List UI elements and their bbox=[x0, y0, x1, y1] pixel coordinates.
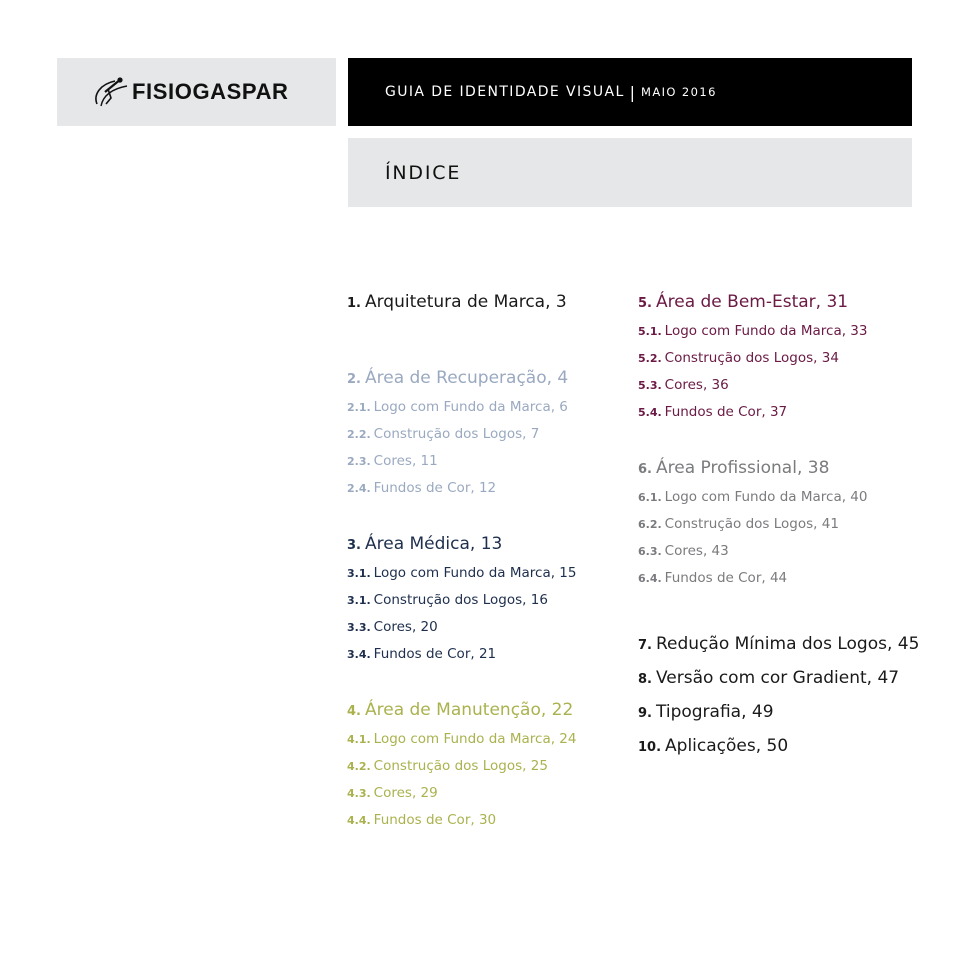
section-title: Área Médica, 13 bbox=[364, 534, 503, 554]
section-number: 3. bbox=[347, 538, 361, 553]
subentry-title: Construção dos Logos, 25 bbox=[373, 758, 548, 774]
toc-subentry[interactable] bbox=[347, 448, 576, 475]
section-number: 8. bbox=[638, 672, 652, 687]
subentry-number: 5.1. bbox=[638, 325, 662, 338]
toc-entry-tipografia[interactable] bbox=[638, 696, 919, 730]
toc-subentry[interactable] bbox=[638, 538, 919, 565]
toc-subentry[interactable] bbox=[347, 614, 576, 641]
subentry-number: 4.3. bbox=[347, 787, 371, 800]
subentry-title: Construção dos Logos, 7 bbox=[373, 426, 540, 442]
section-title: Área de Manutenção, 22 bbox=[364, 700, 574, 720]
toc-sublist-manutencao bbox=[347, 726, 576, 834]
document-title: GUIA DE IDENTIDADE VISUAL bbox=[385, 84, 625, 100]
subentry-title: Fundos de Cor, 37 bbox=[664, 404, 788, 420]
subentry-title: Cores, 11 bbox=[373, 453, 438, 469]
subentry-title: Construção dos Logos, 16 bbox=[373, 592, 548, 608]
toc-subentry[interactable] bbox=[638, 318, 919, 345]
toc-entry-arquitetura[interactable] bbox=[347, 290, 576, 316]
section-number: 4. bbox=[347, 704, 361, 719]
subentry-title: Cores, 20 bbox=[373, 619, 438, 635]
section-number: 5. bbox=[638, 296, 652, 311]
subentry-title: Fundos de Cor, 30 bbox=[373, 812, 497, 828]
section-number: 2. bbox=[347, 372, 361, 387]
subentry-number: 2.2. bbox=[347, 428, 371, 441]
section-title: Aplicações, 50 bbox=[665, 736, 789, 756]
section-title: Redução Mínima dos Logos, 45 bbox=[655, 634, 920, 654]
toc-entry-reducao[interactable] bbox=[638, 628, 919, 662]
subentry-number: 2.1. bbox=[347, 401, 371, 414]
toc-section-5 bbox=[638, 290, 919, 456]
toc-entry-medica[interactable] bbox=[347, 532, 576, 558]
toc-left-column bbox=[347, 290, 576, 834]
toc-subentry[interactable] bbox=[638, 484, 919, 511]
toc-entry-gradient[interactable] bbox=[638, 662, 919, 696]
subentry-number: 6.1. bbox=[638, 491, 662, 504]
subentry-title: Logo com Fundo da Marca, 15 bbox=[373, 565, 577, 581]
subentry-number: 6.3. bbox=[638, 545, 662, 558]
subentry-number: 3.1. bbox=[347, 567, 371, 580]
toc-subentry[interactable] bbox=[347, 421, 576, 448]
subentry-number: 5.2. bbox=[638, 352, 662, 365]
toc-subentry[interactable] bbox=[638, 511, 919, 538]
index-title: ÍNDICE bbox=[385, 161, 462, 184]
toc-entry-bem-estar[interactable] bbox=[638, 290, 919, 316]
section-title: Área de Recuperação, 4 bbox=[364, 368, 569, 388]
index-heading-box bbox=[348, 138, 912, 207]
toc-section-4 bbox=[347, 698, 576, 834]
subentry-number: 2.3. bbox=[347, 455, 371, 468]
toc-subentry[interactable] bbox=[347, 587, 576, 614]
subentry-title: Construção dos Logos, 41 bbox=[664, 516, 839, 532]
header-bar bbox=[348, 58, 912, 126]
toc-subentry[interactable] bbox=[347, 753, 576, 780]
subentry-number: 4.4. bbox=[347, 814, 371, 827]
toc-sublist-profissional bbox=[638, 484, 919, 592]
toc-section-2 bbox=[347, 366, 576, 532]
toc-entry-aplicacoes[interactable] bbox=[638, 730, 919, 764]
subentry-title: Fundos de Cor, 12 bbox=[373, 480, 497, 496]
toc-sublist-recuperacao bbox=[347, 394, 576, 502]
toc-subentry[interactable] bbox=[347, 394, 576, 421]
section-title: Área de Bem-Estar, 31 bbox=[655, 292, 849, 312]
toc-entry-profissional[interactable] bbox=[638, 456, 919, 482]
subentry-title: Cores, 36 bbox=[664, 377, 729, 393]
subentry-title: Cores, 43 bbox=[664, 543, 729, 559]
toc-subentry[interactable] bbox=[347, 726, 576, 753]
section-title: Arquitetura de Marca, 3 bbox=[364, 292, 567, 312]
toc-sublist-medica bbox=[347, 560, 576, 668]
toc-subentry[interactable] bbox=[638, 372, 919, 399]
subentry-number: 6.4. bbox=[638, 572, 662, 585]
section-number: 1. bbox=[347, 296, 361, 311]
toc-final-sections bbox=[638, 628, 919, 764]
subentry-number: 4.2. bbox=[347, 760, 371, 773]
toc-subentry[interactable] bbox=[347, 780, 576, 807]
subentry-title: Logo com Fundo da Marca, 24 bbox=[373, 731, 577, 747]
toc-sublist-bem-estar bbox=[638, 318, 919, 426]
logo-box bbox=[57, 58, 336, 126]
toc-right-column bbox=[638, 290, 919, 764]
subentry-title: Logo com Fundo da Marca, 6 bbox=[373, 399, 568, 415]
section-title: Tipografia, 49 bbox=[655, 702, 774, 722]
document-date: MAIO 2016 bbox=[641, 85, 717, 99]
subentry-number: 3.1. bbox=[347, 594, 371, 607]
toc-subentry[interactable] bbox=[347, 641, 576, 668]
subentry-number: 2.4. bbox=[347, 482, 371, 495]
header-separator: | bbox=[629, 82, 636, 102]
logo-text: FISIOGASPAR bbox=[132, 79, 289, 104]
section-number: 9. bbox=[638, 706, 652, 721]
toc-subentry[interactable] bbox=[638, 399, 919, 426]
subentry-number: 3.3. bbox=[347, 621, 371, 634]
toc-entry-recuperacao[interactable] bbox=[347, 366, 576, 392]
toc-subentry[interactable] bbox=[347, 807, 576, 834]
toc-subentry[interactable] bbox=[638, 345, 919, 372]
subentry-title: Fundos de Cor, 44 bbox=[664, 570, 788, 586]
section-number: 6. bbox=[638, 462, 652, 477]
subentry-title: Construção dos Logos, 34 bbox=[664, 350, 839, 366]
section-title: Versão com cor Gradient, 47 bbox=[655, 668, 900, 688]
toc-entry-manutencao[interactable] bbox=[347, 698, 576, 724]
subentry-number: 4.1. bbox=[347, 733, 371, 746]
subentry-number: 3.4. bbox=[347, 648, 371, 661]
subentry-title: Fundos de Cor, 21 bbox=[373, 646, 497, 662]
subentry-title: Cores, 29 bbox=[373, 785, 438, 801]
toc-subentry[interactable] bbox=[347, 475, 576, 502]
section-number: 10. bbox=[638, 740, 662, 755]
subentry-title: Logo com Fundo da Marca, 33 bbox=[664, 323, 868, 339]
subentry-number: 5.4. bbox=[638, 406, 662, 419]
subentry-number: 5.3. bbox=[638, 379, 662, 392]
toc-section-1 bbox=[347, 290, 576, 366]
fisiogaspar-logo-icon bbox=[91, 76, 129, 108]
subentry-title: Logo com Fundo da Marca, 40 bbox=[664, 489, 868, 505]
toc-subentry[interactable] bbox=[347, 560, 576, 587]
section-number: 7. bbox=[638, 638, 652, 653]
toc-section-6 bbox=[638, 456, 919, 628]
toc-section-3 bbox=[347, 532, 576, 698]
subentry-number: 6.2. bbox=[638, 518, 662, 531]
section-title: Área Profissional, 38 bbox=[655, 458, 830, 478]
toc-subentry[interactable] bbox=[638, 565, 919, 592]
